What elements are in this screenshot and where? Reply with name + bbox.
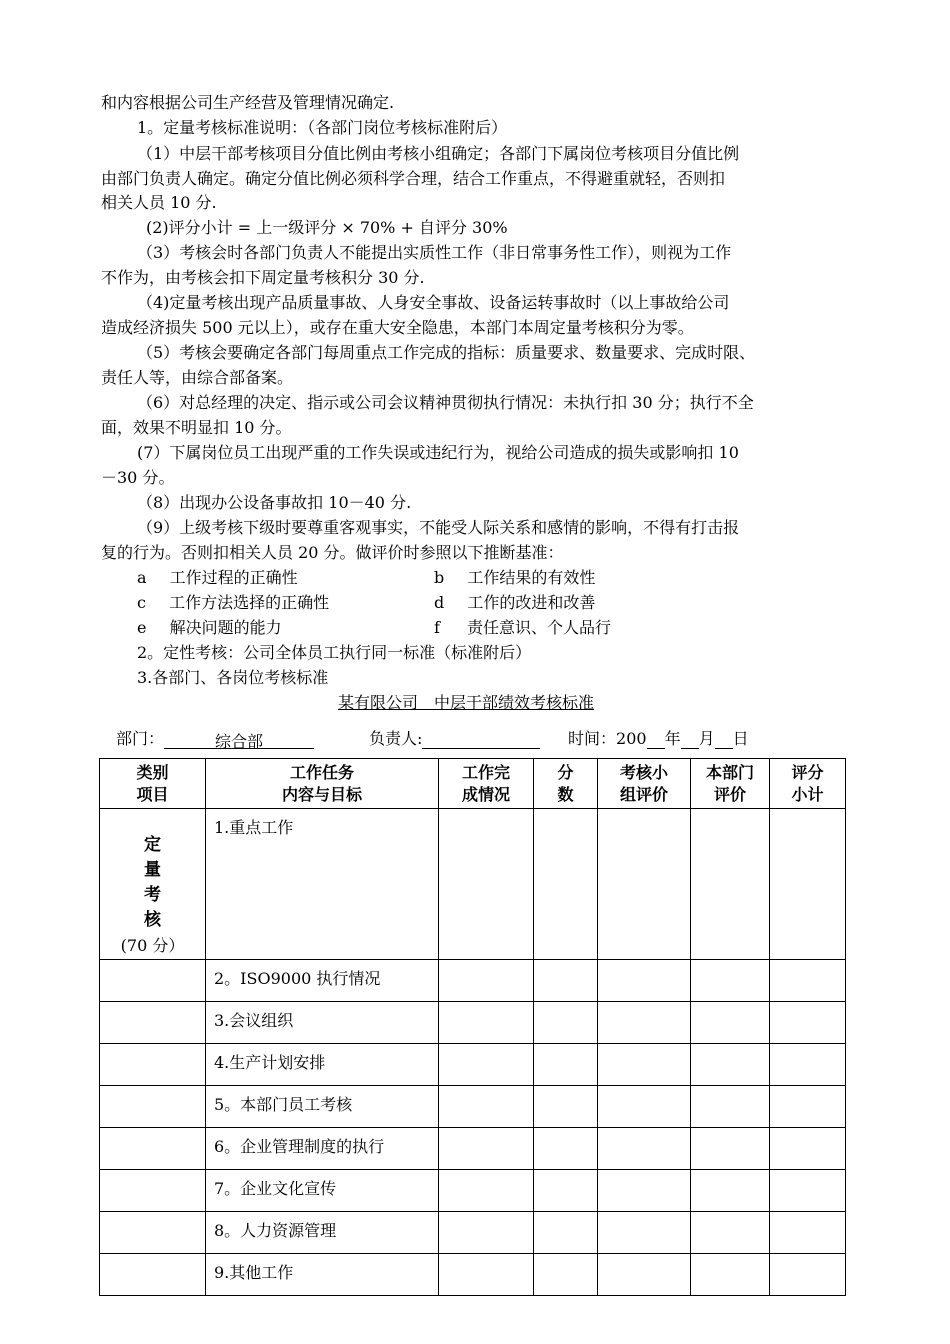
criteria-text: 工作过程的正确性 bbox=[169, 568, 298, 587]
table-header-row bbox=[100, 759, 846, 809]
year-prefix: 200 bbox=[616, 729, 647, 748]
text-line-15: (7）下属岗位员工出现严重的工作失误或违纪行为，视给公司造成的损失或影响扣 10 bbox=[137, 443, 739, 462]
form-title: 某有限公司 中层干部绩效考核标准 bbox=[338, 693, 595, 712]
category-cell bbox=[100, 1128, 206, 1170]
owner-field bbox=[369, 726, 540, 749]
group-eval-cell[interactable] bbox=[598, 1212, 691, 1254]
criteria-key: e bbox=[137, 618, 147, 637]
category-cell bbox=[100, 960, 206, 1002]
dept-eval-cell[interactable] bbox=[691, 809, 770, 960]
month-blank bbox=[681, 729, 699, 749]
text-line-14: 面，效果不明显扣 10 分。 bbox=[101, 418, 292, 437]
score-cell[interactable] bbox=[534, 960, 598, 1002]
task-cell: 9.其他工作 bbox=[206, 1254, 439, 1296]
category-cell bbox=[100, 1044, 206, 1086]
table-row bbox=[100, 1212, 846, 1254]
text-line-7: （3）考核会时各部门负责人不能提出实质性工作（非日常事务性工作），则视为工作 bbox=[137, 243, 732, 262]
category-char: 量 bbox=[144, 860, 161, 880]
subtotal-cell[interactable] bbox=[770, 809, 846, 960]
header-text: 评分 bbox=[791, 762, 824, 782]
group-eval-cell[interactable] bbox=[598, 1002, 691, 1044]
category-cell bbox=[100, 1086, 206, 1128]
group-eval-cell[interactable] bbox=[598, 1128, 691, 1170]
group-eval-cell[interactable] bbox=[598, 809, 691, 960]
criteria-text: 责任意识、个人品行 bbox=[467, 618, 612, 637]
time-label: 时间： bbox=[568, 729, 617, 748]
table-row bbox=[100, 1254, 846, 1296]
text-line-18: （9）上级考核下级时要尊重客观事实，不能受人际关系和感情的影响，不得有打击报 bbox=[137, 518, 740, 537]
header-text: 本部门 bbox=[705, 762, 754, 782]
year-label: 年 bbox=[664, 729, 681, 748]
task-cell: 6。企业管理制度的执行 bbox=[206, 1128, 439, 1170]
category-char: 考 bbox=[144, 885, 161, 905]
text-line-3: （1）中层干部考核项目分值比例由考核小组确定；各部门下属岗位考核项目分值比例 bbox=[137, 144, 740, 163]
completion-cell[interactable] bbox=[439, 1002, 534, 1044]
dept-eval-cell[interactable] bbox=[691, 1002, 770, 1044]
category-char: 核 bbox=[144, 910, 161, 930]
text-line-17: （8）出现办公设备事故扣 10－40 分. bbox=[137, 493, 412, 512]
subtotal-cell[interactable] bbox=[770, 1086, 846, 1128]
completion-cell[interactable] bbox=[439, 1086, 534, 1128]
table-row bbox=[100, 1170, 846, 1212]
group-eval-cell[interactable] bbox=[598, 960, 691, 1002]
category-char: 定 bbox=[144, 835, 161, 855]
subtotal-cell[interactable] bbox=[770, 1128, 846, 1170]
subtotal-cell[interactable] bbox=[770, 1170, 846, 1212]
text-line-9: （4)定量考核出现产品质量事故、人身安全事故、设备运转事故时（以上事故给公司 bbox=[137, 293, 730, 312]
task-cell: 3.会议组织 bbox=[206, 1002, 439, 1044]
dept-label: 部门： bbox=[116, 729, 165, 748]
criteria-text: 解决问题的能力 bbox=[169, 618, 282, 637]
score-cell[interactable] bbox=[534, 1170, 598, 1212]
dept-eval-cell[interactable] bbox=[691, 960, 770, 1002]
completion-cell[interactable] bbox=[439, 1044, 534, 1086]
criteria-item-c bbox=[137, 593, 329, 613]
assessment-table bbox=[99, 758, 846, 1296]
criteria-item-a bbox=[137, 568, 298, 588]
score-cell[interactable] bbox=[534, 1002, 598, 1044]
score-cell[interactable] bbox=[534, 1086, 598, 1128]
dept-eval-cell[interactable] bbox=[691, 1170, 770, 1212]
category-cell bbox=[100, 1170, 206, 1212]
subtotal-cell[interactable] bbox=[770, 1002, 846, 1044]
group-eval-cell[interactable] bbox=[598, 1170, 691, 1212]
header-text: 类别 bbox=[136, 762, 169, 782]
header-completion bbox=[439, 759, 534, 809]
criteria-key: c bbox=[137, 593, 146, 612]
score-cell[interactable] bbox=[534, 809, 598, 960]
criteria-item-e bbox=[137, 618, 282, 638]
category-cell bbox=[100, 1002, 206, 1044]
dept-value: 综合部 bbox=[164, 729, 314, 749]
score-cell[interactable] bbox=[534, 1254, 598, 1296]
header-text: 工作完 bbox=[461, 762, 510, 782]
completion-cell[interactable] bbox=[439, 1128, 534, 1170]
text-line-1: 和内容根据公司生产经营及管理情况确定. bbox=[101, 93, 395, 112]
table-row bbox=[100, 1128, 846, 1170]
task-cell: 4.生产计划安排 bbox=[206, 1044, 439, 1086]
criteria-item-b bbox=[434, 568, 595, 588]
text-line-8: 不作为，由考核会扣下周定量考核积分 30 分. bbox=[101, 268, 425, 287]
subtotal-cell[interactable] bbox=[770, 1044, 846, 1086]
header-text: 项目 bbox=[136, 784, 169, 804]
task-cell: 1.重点工作 bbox=[206, 809, 439, 960]
day-blank bbox=[715, 729, 733, 749]
completion-cell[interactable] bbox=[439, 1170, 534, 1212]
subtotal-cell[interactable] bbox=[770, 1254, 846, 1296]
group-eval-cell[interactable] bbox=[598, 1044, 691, 1086]
completion-cell[interactable] bbox=[439, 1212, 534, 1254]
text-line-21: 3.各部门、各岗位考核标准 bbox=[137, 668, 329, 687]
score-cell[interactable] bbox=[534, 1212, 598, 1254]
month-label: 月 bbox=[698, 729, 715, 748]
category-label bbox=[100, 809, 205, 958]
task-cell: 2。ISO9000 执行情况 bbox=[206, 960, 439, 1002]
dept-eval-cell[interactable] bbox=[691, 1044, 770, 1086]
subtotal-cell[interactable] bbox=[770, 960, 846, 1002]
header-text: 考核小 bbox=[619, 762, 668, 782]
category-cell bbox=[100, 1212, 206, 1254]
score-cell[interactable] bbox=[534, 1044, 598, 1086]
dept-eval-cell[interactable] bbox=[691, 1212, 770, 1254]
table-row bbox=[100, 809, 846, 960]
criteria-text: 工作结果的有效性 bbox=[467, 568, 596, 587]
task-cell: 5。本部门员工考核 bbox=[206, 1086, 439, 1128]
completion-cell[interactable] bbox=[439, 809, 534, 960]
criteria-text: 工作方法选择的正确性 bbox=[169, 593, 330, 612]
header-dept-eval bbox=[691, 759, 770, 809]
group-eval-cell[interactable] bbox=[598, 1254, 691, 1296]
text-line-11: （5）考核会要确定各部门每周重点工作完成的指标：质量要求、数量要求、完成时限、 bbox=[137, 343, 756, 362]
header-text: 分 bbox=[557, 762, 574, 782]
table-row bbox=[100, 960, 846, 1002]
table-row bbox=[100, 1002, 846, 1044]
task-cell: 8。人力资源管理 bbox=[206, 1212, 439, 1254]
criteria-item-d bbox=[434, 593, 595, 613]
criteria-item-f bbox=[434, 618, 611, 638]
text-line-19: 复的行为。否则扣相关人员 20 分。做评价时参照以下推断基准： bbox=[101, 543, 564, 562]
header-task bbox=[206, 759, 439, 809]
day-label: 日 bbox=[732, 729, 749, 748]
text-line-5: 相关人员 10 分. bbox=[101, 193, 217, 212]
dept-eval-cell[interactable] bbox=[691, 1128, 770, 1170]
text-line-20: 2。定性考核：公司全体员工执行同一标准（标准附后） bbox=[137, 643, 532, 662]
text-line-12: 责任人等，由综合部备案。 bbox=[101, 368, 294, 387]
dept-field bbox=[116, 726, 314, 749]
score-cell[interactable] bbox=[534, 1128, 598, 1170]
criteria-key: f bbox=[434, 618, 440, 637]
header-text: 评价 bbox=[713, 784, 746, 804]
text-line-6: (2)评分小计 = 上一级评分 × 70% + 自评分 30% bbox=[146, 218, 508, 237]
owner-value bbox=[422, 729, 540, 749]
task-cell: 7。企业文化宣传 bbox=[206, 1170, 439, 1212]
criteria-text: 工作的改进和改善 bbox=[467, 593, 596, 612]
owner-label: 负责人: bbox=[369, 729, 423, 748]
text-line-13: （6）对总经理的决定、指示或公司会议精神贯彻执行情况：未执行扣 30 分；执行不全 bbox=[137, 393, 754, 412]
time-field bbox=[568, 726, 749, 749]
header-text: 工作任务 bbox=[289, 762, 354, 782]
text-line-16: －30 分。 bbox=[101, 468, 175, 487]
text-line-2: 1。定量考核标准说明：（各部门岗位考核标准附后） bbox=[137, 118, 508, 137]
subtotal-cell[interactable] bbox=[770, 1212, 846, 1254]
header-text: 数 bbox=[557, 784, 574, 804]
header-subtotal bbox=[770, 759, 846, 809]
criteria-key: b bbox=[434, 568, 445, 587]
header-text: 成情况 bbox=[461, 784, 510, 804]
text-line-4: 由部门负责人确定。确定分值比例必须科学合理，结合工作重点，不得避重就轻，否则扣 bbox=[101, 169, 726, 188]
table-row bbox=[100, 1044, 846, 1086]
criteria-key: a bbox=[137, 568, 147, 587]
header-score bbox=[534, 759, 598, 809]
category-note: (70 分） bbox=[120, 936, 185, 955]
completion-cell[interactable] bbox=[439, 1254, 534, 1296]
category-cell bbox=[100, 1254, 206, 1296]
group-eval-cell[interactable] bbox=[598, 1086, 691, 1128]
header-group-eval bbox=[598, 759, 691, 809]
dept-eval-cell[interactable] bbox=[691, 1086, 770, 1128]
table-row bbox=[100, 1086, 846, 1128]
completion-cell[interactable] bbox=[439, 960, 534, 1002]
header-text: 组评价 bbox=[619, 784, 668, 804]
header-category bbox=[100, 759, 206, 809]
category-cell bbox=[100, 809, 206, 960]
year-blank bbox=[647, 729, 665, 749]
criteria-key: d bbox=[434, 593, 445, 612]
header-text: 小计 bbox=[791, 784, 824, 804]
header-text: 内容与目标 bbox=[281, 784, 362, 804]
dept-eval-cell[interactable] bbox=[691, 1254, 770, 1296]
text-line-10: 造成经济损失 500 元以上），或存在重大安全隐患，本部门本周定量考核积分为零。 bbox=[101, 318, 694, 337]
